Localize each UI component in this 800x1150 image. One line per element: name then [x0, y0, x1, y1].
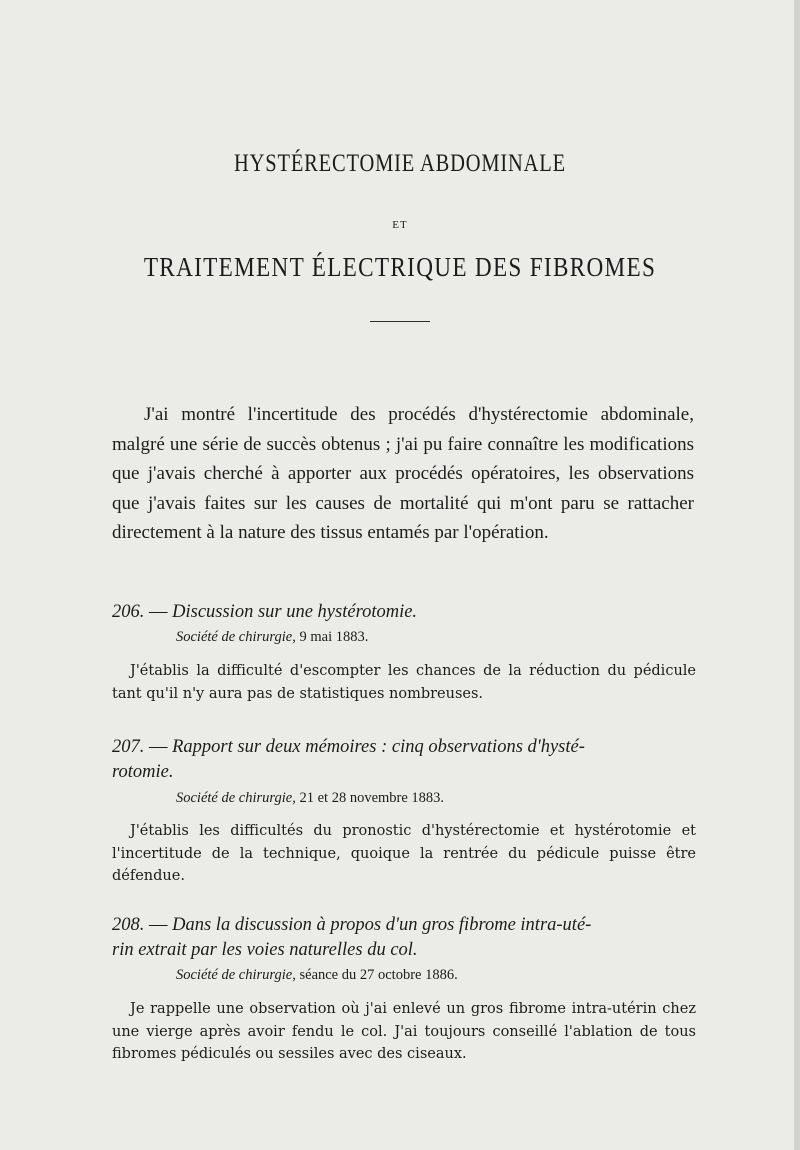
entry-dash: —: [149, 915, 168, 935]
entry-208-body: Je rappelle une observation où j'ai enlevé un gros fibrome intra-utérin chez une vierge après avoir fendu le col. J'ai toujours conseillé l'ablation de tous fibromes pédiculés ou sessiles avec des ciseaux.: [112, 1001, 696, 1062]
entry-date: 21 et 28 novembre 1883.: [299, 790, 445, 806]
title-line-1: HYSTÉRECTOMIE ABDOMINALE: [234, 150, 566, 177]
entry-207-body: J'établis les difficultés du pronostic d'hystérectomie et hystérotomie et l'incertitude de la technique, quoique la rentrée du pédicule puisse être défendue.: [112, 823, 696, 884]
entry-number: 207.: [112, 737, 145, 757]
entry-society: Société de chirurgie,: [176, 790, 296, 806]
entry-207-source: [176, 789, 444, 807]
entry-society: Société de chirurgie,: [176, 967, 296, 983]
page-edge-shadow: [794, 0, 800, 1150]
entry-title: Discussion sur une hystérotomie.: [172, 602, 418, 622]
entry-society: Société de chirurgie,: [176, 629, 296, 645]
entry-number: 208.: [112, 915, 145, 935]
entry-208-source: [176, 966, 458, 984]
entry-date: séance du 27 octobre 1886.: [299, 967, 458, 983]
entry-title: Dans la discussion à propos d'un gros fibrome intra-uté-: [172, 915, 592, 935]
entry-206-heading: [112, 600, 696, 625]
entry-207-heading: [112, 735, 696, 785]
title-line-2: TRAITEMENT ÉLECTRIQUE DES FIBROMES: [143, 252, 657, 282]
title-divider: [370, 321, 430, 322]
entry-206-source: [176, 628, 368, 646]
entry-title-continued: rin extrait par les voies naturelles du col.: [112, 940, 418, 960]
entry-dash: —: [149, 737, 168, 757]
entry-208-heading: [112, 913, 696, 963]
entry-dash: —: [149, 602, 168, 622]
entry-title: Rapport sur deux mémoires : cinq observations d'hysté-: [172, 737, 585, 757]
intro-paragraph: J'ai montré l'incertitude des procédés d'hystérectomie abdominale, malgré une série de succès obtenus ; j'ai pu faire connaître les modifications que j'avais cherché à apporter aux procédés opératoires, les observations que j'avais faites sur les causes de mortalité qui m'ont paru se rattacher directement à la nature des tissus entamés par l'opération.: [112, 404, 694, 543]
entry-number: 206.: [112, 602, 145, 622]
entry-date: 9 mai 1883.: [299, 629, 369, 645]
entry-206-body: J'établis la difficulté d'escompter les chances de la réduction du pédicule tant qu'il n'y aura pas de statistiques nombreuses.: [112, 663, 696, 702]
title-conjunction: ET: [392, 219, 408, 231]
entry-title-continued: rotomie.: [112, 762, 174, 782]
